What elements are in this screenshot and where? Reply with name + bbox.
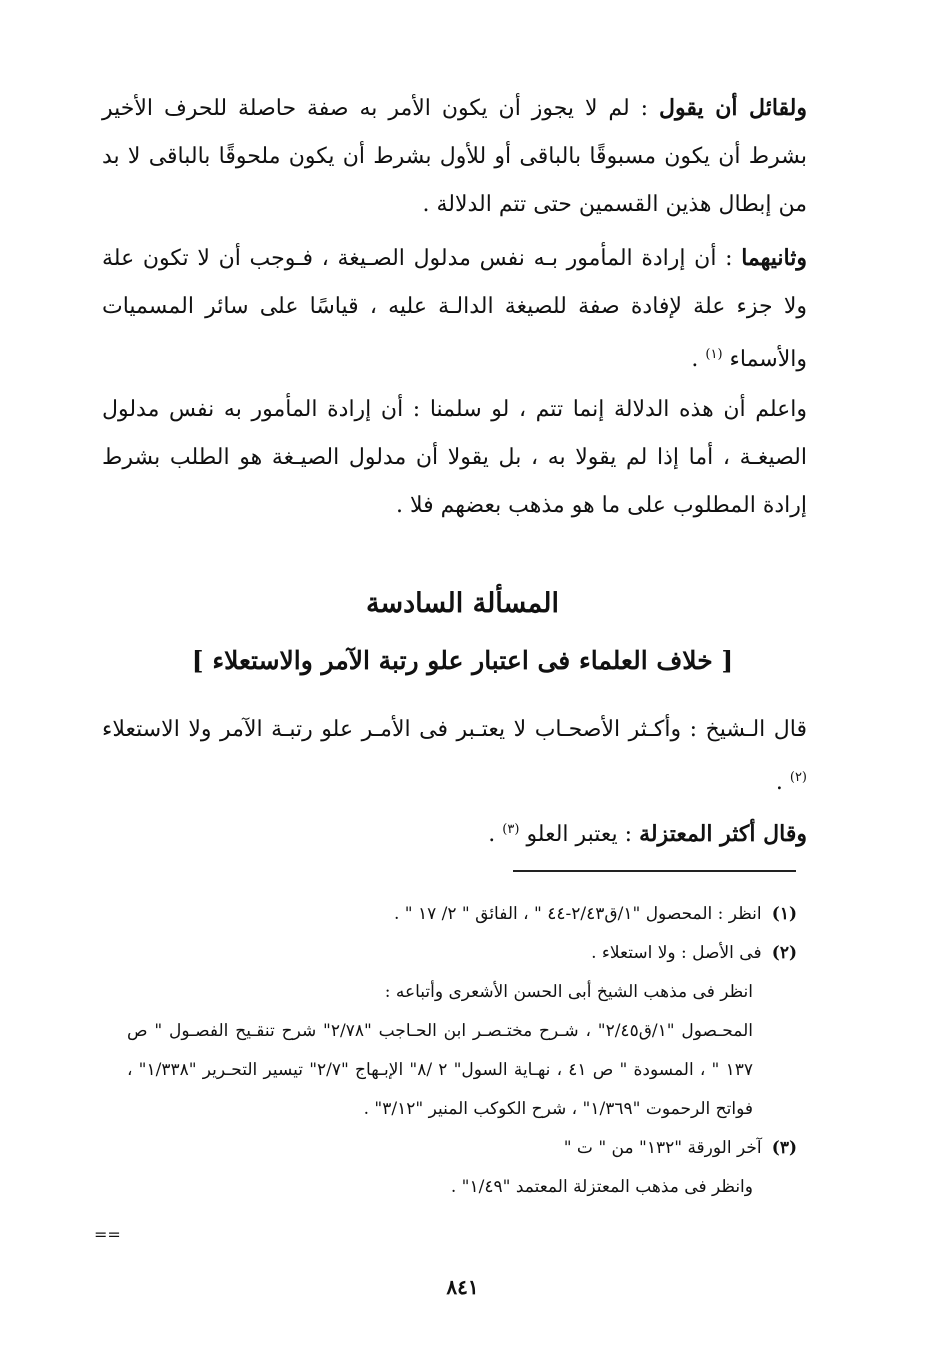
footnote-marker: (١) xyxy=(705,347,723,362)
footnotes xyxy=(127,895,797,1207)
paragraph-4 xyxy=(102,706,807,807)
footnote-text: فى الأصل : ولا استعلاء . xyxy=(591,943,762,963)
footnote-number: (١) xyxy=(771,904,797,924)
footnote-2-line: انظر فى مذهب الشيخ أبى الحسن الأشعرى وأتباعه : xyxy=(384,982,753,1002)
footnote-number: (٢) xyxy=(771,943,797,963)
paragraph-lead: وقال أكثر المعتزلة xyxy=(639,821,807,847)
footnote-text: انظر : المحصول "١/ق٢/٤٣-٤٤ " ، الفائق " ٢/ ١٧ " . xyxy=(393,904,762,924)
footnote-text: آخر الورقة "١٣٢" من " ت " xyxy=(563,1138,762,1158)
paragraph-text: : لم لا يجوز أن يكون الأمر به صفة حاصلة للحرف الأخير بشرط أن يكون مسبوقًا بالباقى أو للأول بشرط أن يكون ملحوقًا بالباقى لا بد من إبطال هذين القسمين حتى تتم الدلالة . xyxy=(102,96,807,217)
paragraph-2 xyxy=(102,234,807,384)
footnote-2 xyxy=(127,934,797,973)
section-subtitle: [ خلاف العلماء فى اعتبار علو رتبة الآمر والاستعلاء ] xyxy=(191,646,734,675)
paragraph-lead: ولقائل أن يقول xyxy=(659,95,807,121)
paragraph-end: . xyxy=(691,347,706,372)
paragraph-lead: وثانيهما xyxy=(741,245,807,271)
footnote-marker: (٢) xyxy=(789,770,807,785)
footnote-3-line: وانظر فى مذهب المعتزلة المعتمد "١/٤٩" . xyxy=(450,1177,753,1197)
paragraph-1 xyxy=(102,84,807,229)
paragraph-end: . xyxy=(488,822,503,847)
paragraph-text: واعلم أن هذه الدلالة إنما تتم ، لو سلمنا : أن إرادة المأمور به نفس مدلول الصيغـة ، أما إذا لم يقولا به ، بل يقولا أن مدلول الصيـغة هو الطلب بشرط إرادة المطلوب على ما هو مذهب بعضهم فلا . xyxy=(102,397,807,518)
paragraph-text: : يعتبر العلو xyxy=(526,822,640,847)
continuation-marker: == xyxy=(94,1225,121,1244)
footnote-divider xyxy=(513,870,796,872)
footnote-1 xyxy=(127,895,797,934)
footnote-3 xyxy=(127,1129,797,1168)
paragraph-text: : أن إرادة المأمور بـه نفس مدلول الصـيغة ، فـوجب أن لا تكون علة ولا جزء علة لإفادة صفة للصيغة الدالـة عليه ، قياسًا على سائر المسميات والأسماء xyxy=(102,246,807,372)
footnote-2-references: المحـصول "١/ق٢/٤٥" ، شـرح مختـصـر ابن الحـاجب "٢/٧٨" شرح تنقـيح الفصـول " ص ١٣٧ " ، المسودة " ص ٤١ ، نهـاية السول" ٢ /٨" الإبـهاج "٢/٧" تيسير التحـرير "١/٣٣٨" ، فواتح الرحموت "١/٣٦٩" ، شرح الكوكب المنير "٣/١٢" . xyxy=(127,1021,753,1119)
paragraph-3 xyxy=(102,386,807,530)
footnote-number: (٣) xyxy=(771,1138,797,1158)
paragraph-5 xyxy=(102,806,807,859)
paragraph-text: قال الـشيخ : وأكـثر الأصحـاب لا يعتـبر فى الأمـر علو رتبـة الآمر ولا الاستعلاء xyxy=(102,717,807,742)
section-title: المسألة السادسة xyxy=(366,588,559,619)
page-number: ٨٤١ xyxy=(446,1275,479,1299)
paragraph-end: . xyxy=(775,770,790,795)
footnote-marker: (٣) xyxy=(502,822,520,837)
